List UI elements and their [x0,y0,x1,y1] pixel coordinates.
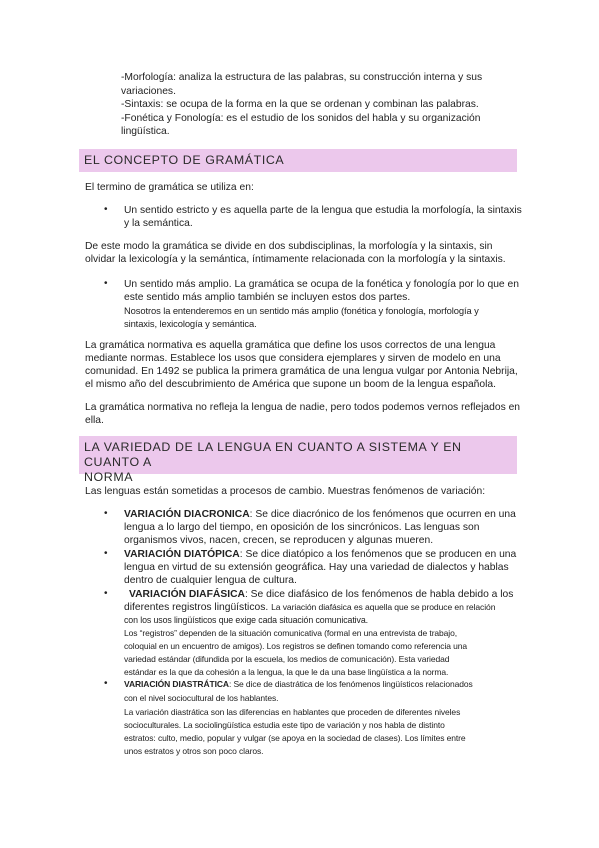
variacion-diastratica-line-3: La variación diastrática son las diferencias en hablantes que proceden de diferentes niveles [124,707,461,717]
term-variacion-diafasica: VARIACIÓN DIAFÁSICA [129,589,245,600]
intro-line-variaciones: variaciones. [121,86,176,97]
bullet-amplio-line-2: este sentido más amplio también se incluyen estos dos partes. [124,292,411,303]
bullet-icon: • [104,588,108,599]
variacion-diafasica-line-7: estándar es la que da cohesión a la lengua, la que le da una base lingüística a la norma. [124,667,449,677]
variacion-diafasica-line-1: VARIACIÓN DIAFÁSICA: Se dice diafásico de los fenómenos de habla debido a los [129,589,514,600]
term-variacion-diastratica: VARIACIÓN DIASTRÁTICA [124,679,229,689]
section-heading-concepto-gramatica [79,149,517,172]
variacion-diafasica-line-6: variedad estándar (difundida por la escuela, los medios de comunicación). Esta variedad [124,654,450,664]
variacion-diafasica-line-5: coloquial en un encuentro de amigos). Los registros se definen tomando como referencia una [124,641,468,651]
variacion-diatopica-line-2: lengua en virtud de su extensión geográfica. Hay una variedad de dialectos y hablas [124,562,509,573]
bullet-icon: • [104,678,108,689]
paragraph-normativa-line-4: el mismo año del descubrimiento de América que supone un boom de la lengua española. [85,379,496,390]
section-heading-text-line-1: LA VARIEDAD DE LA LENGUA EN CUANTO A SISTEMA Y EN CUANTO A [84,440,462,469]
paragraph-subdisciplinas-line-2: olvidar la lexicología y la semántica, íntimamente relacionada con la morfología y la sintaxis. [85,254,506,265]
bullet-amplio-line-4: sintaxis, lexicología y semántica. [124,318,257,329]
paragraph-termino: El termino de gramática se utiliza en: [85,182,254,193]
variacion-diacronica-line-1: VARIACIÓN DIACRONICA: Se dice diacrónico de los fenómenos que ocurren en una [124,509,516,520]
variacion-diastratica-line-2: con el nivel sociocultural de los hablantes. [124,693,279,703]
variacion-diastratica-line-4: socioculturales. La sociolingüística estudia este tipo de variación y nos habla de distinto [124,720,445,730]
variacion-diastratica-line-1: VARIACIÓN DIASTRÁTICA: Se dice de diastrática de los fenómenos lingüísticos relacionados [124,679,473,689]
paragraph-refleja-line-1: La gramática normativa no refleja la lengua de nadie, pero todos podemos vernos reflejados en [85,402,521,413]
intro-line-linguistica: lingüística. [121,126,170,137]
paragraph-normativa-line-3: comunidad. En 1492 se publica la primera gramática de una lengua vulgar por Antonia Nebrija, [85,366,518,377]
bullet-icon: • [104,278,108,289]
section-heading-variedad-lengua [79,436,517,484]
intro-line-sintaxis: -Sintaxis: se ocupa de la forma en la que se ordenan y combinan las palabras. [121,99,479,110]
bullet-estricto-line-2: y la semántica. [124,218,193,229]
paragraph-procesos-cambio: Las lenguas están sometidas a procesos de cambio. Muestras fenómenos de variación: [85,486,486,497]
variacion-diacronica-line-2: lengua a lo largo del tiempo, en oposición de los sincrónicos. Las lenguas son [124,522,480,533]
bullet-icon: • [104,548,108,559]
variacion-diastratica-line-6: unos estratos y otros son poco claros. [124,746,264,756]
variacion-diatopica-line-3: dentro de cualquier lengua de cultura. [124,575,297,586]
term-variacion-diatopica: VARIACIÓN DIATÓPICA [124,549,240,560]
variacion-diafasica-line-2: diferentes registros lingüísticos. La variación diafásica es aquella que se produce en relación [124,602,496,613]
paragraph-normativa-line-1: La gramática normativa es aquella gramática que define los usos correctos de una lengua [85,340,496,351]
section-heading-text: EL CONCEPTO DE GRAMÁTICA [84,153,285,167]
section-heading-text-line-2: NORMA [84,470,134,484]
intro-line-morfologia: -Morfología: analiza la estructura de las palabras, su construcción interna y sus [121,72,483,83]
paragraph-normativa-line-2: mediante normas. Establece los usos que considera ejemplares y sirven de modelo en una [85,353,501,364]
paragraph-refleja-line-2: ella. [85,415,104,426]
variacion-diatopica-line-1: VARIACIÓN DIATÓPICA: Se dice diatópico a los fenómenos que se producen en una [124,549,517,560]
variacion-diacronica-line-3: organismos vivos, nacen, crecen, se reproducen y algunas mueren. [124,535,434,546]
intro-line-fonetica: -Fonética y Fonología: es el estudio de los sonidos del habla y su organización [121,113,481,124]
bullet-amplio-line-3: Nosotros la entenderemos en un sentido más amplio (fonética y fonología, morfología y [124,305,479,316]
variacion-diastratica-line-5: estratos: culto, medio, popular y vulgar (se apoya en la sociedad de clases). Los límites entre [124,733,466,743]
variacion-diafasica-line-3: con los usos lingüísticos que exige cada situación comunicativa. [124,615,368,625]
variacion-diafasica-line-4: Los “registros” dependen de la situación comunicativa (formal en una entrevista de trabajo, [124,628,457,638]
bullet-icon: • [104,204,108,215]
bullet-amplio-line-1: Un sentido más amplio. La gramática se ocupa de la fonética y fonología por lo que en [124,279,519,290]
paragraph-subdisciplinas-line-1: De este modo la gramática se divide en dos subdisciplinas, la morfología y la sintaxis, sin [85,241,493,252]
bullet-icon: • [104,508,108,519]
bullet-estricto-line-1: Un sentido estricto y es aquella parte de la lengua que estudia la morfología, la sintaxis [124,205,522,216]
term-variacion-diacronica: VARIACIÓN DIACRONICA [124,509,250,520]
